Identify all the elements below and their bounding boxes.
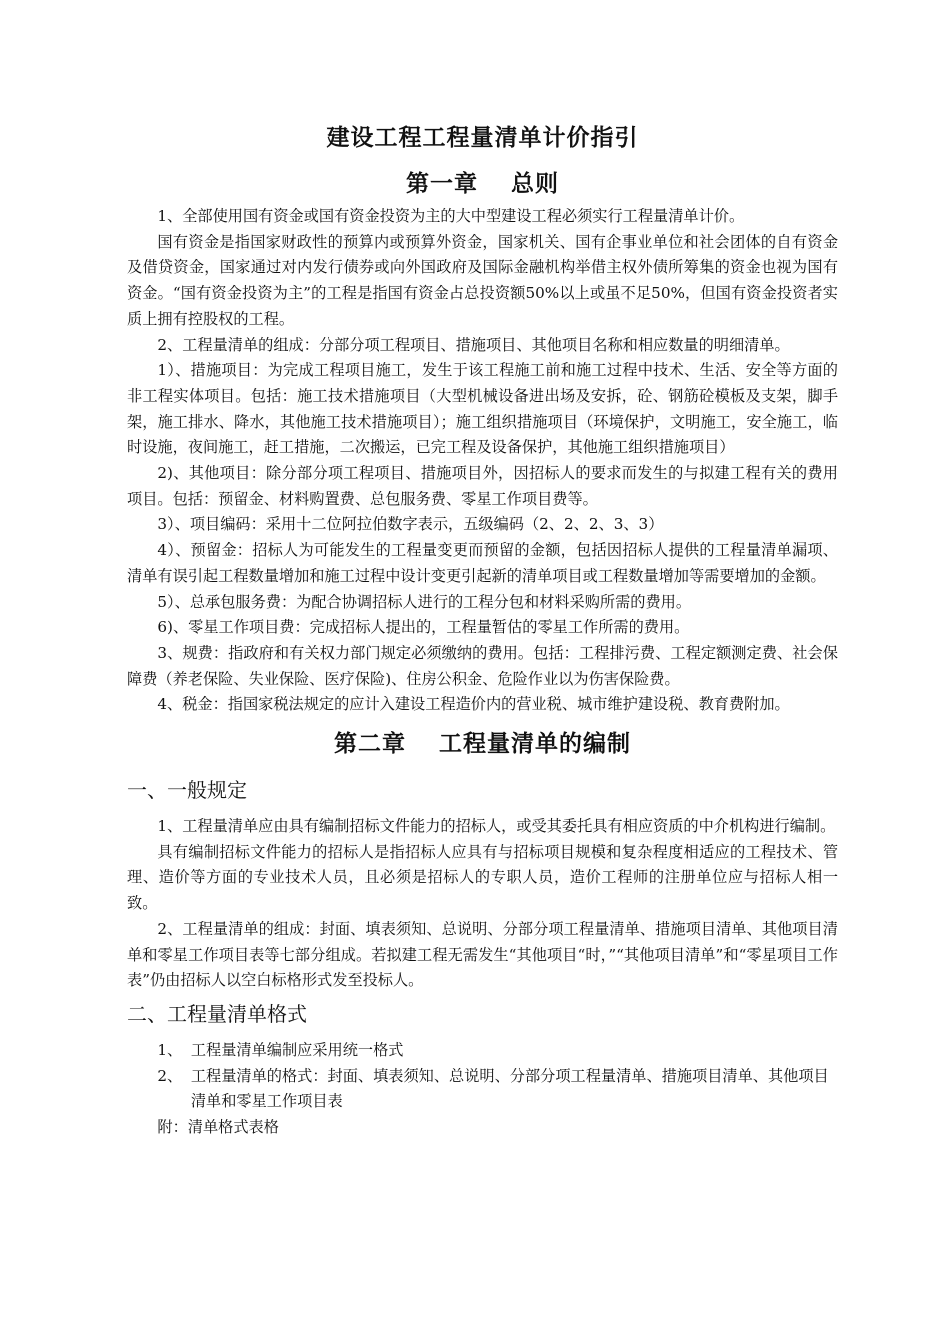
chapter-1-paragraph-2: 国有资金是指国家财政性的预算内或预算外资金，国家机关、国有企事业单位和社会团体的自有资金及借贷资金，国家通过对内发行债券或向外国政府及国际金融机构举借主权外债所筹集的资金也视为国有资金。“国有资金投资为主”的工程是指国有资金占总投资额50%以上或虽不足50%，但国有资金投资者实质上拥有控股权的工程。 (127, 232, 838, 328)
chapter-1-paragraph-8: 5）、总承包服务费：为配合协调招标人进行的工程分包和材料采购所需的费用。 (157, 592, 692, 611)
chapter-1-paragraph-6: 3）、项目编码：采用十二位阿拉伯数字表示，五级编码（2、2、2、3、3） (157, 515, 664, 534)
chapter-1-paragraph-4: 1）、措施项目：为完成工程项目施工，发生于该工程施工前和施工过程中技术、生活、安全等方面的非工程实体项目。包括：施工技术措施项目（大型机械设备进出场及安拆，砼、钢筋砼模板及支架，脚手架，施工排水、降水，其他施工技术措施项目）；施工组织措施项目（环境保护，文明施工，安全施工，临时设施，夜间施工，赶工措施，二次搬运，已完工程及设备保护，其他施工组织措施项目） (127, 361, 838, 457)
appendix-note: 附：清单格式表格 (157, 1118, 279, 1137)
chapter-1-paragraph-10: 3、规费：指政府和有关权力部门规定必须缴纳的费用。包括：工程排污费、工程定额测定费、社会保障费（养老保险、失业保险、医疗保险)、住房公积金、危险作业以为伤害保险费。 (127, 643, 838, 688)
chapter-2-heading: 第二章 工程量清单的编制 (333, 730, 631, 758)
section-1-heading: 一、一般规定 (127, 778, 247, 803)
list-item-text: 工程量清单编制应采用统一格式 (190, 1040, 404, 1059)
list-item-number: 2、 (157, 1066, 183, 1085)
list-item (127, 1038, 838, 1064)
section-1-paragraph-1: 1、工程量清单应由具有编制招标文件能力的招标人，或受其委托具有相应资质的中介机构进行编制。 (157, 817, 836, 836)
document-page (127, 122, 838, 1141)
chapter-1-paragraph-9: 6)、零星工作项目费：完成招标人提出的，工程量暂估的零星工作所需的费用。 (157, 618, 690, 637)
section-1-paragraph-3: 2、工程量清单的组成：封面、填表须知、总说明、分部分项工程量清单、措施项目清单、其他项目清单和零星工作项目表等七部分组成。若拟建工程无需发生“其他项目“时，”“其他项目清单”和“零星项目工作表”仍由招标人以空白标格形式发至投标人。 (127, 919, 838, 990)
chapter-1-paragraph-5: 2)、其他项目：除分部分项工程项目、措施项目外，因招标人的要求而发生的与拟建工程有关的费用项目。包括：预留金、材料购置费、总包服务费、零星工作项目费等。 (127, 464, 838, 508)
chapter-1-heading: 第一章 总则 (405, 170, 559, 197)
list-item-number: 1、 (157, 1040, 183, 1059)
section-1-paragraph-2: 具有编制招标文件能力的招标人是指招标人应具有与招标项目规模和复杂程度相适应的工程技术、管理、造价等方面的专业技术人员，且必须是招标人的专职人员，造价工程师的注册单位应与招标人相一致。 (127, 842, 838, 913)
chapter-1-paragraph-3: 2、工程量清单的组成：分部分项工程项目、措施项目、其他项目名称和相应数量的明细清单。 (157, 335, 790, 354)
document-title: 建设工程工程量清单计价指引 (326, 124, 639, 151)
list-item-text: 工程量清单的格式：封面、填表须知、总说明、分部分项工程量清单、措施项目清单、其他项目清单和零星工作项目表 (190, 1066, 829, 1111)
chapter-1-paragraph-1: 1、全部使用国有资金或国有资金投资为主的大中型建设工程必须实行工程量清单计价。 (157, 207, 745, 225)
chapter-1-paragraph-7: 4）、预留金：招标人为可能发生的工程量变更而预留的金额，包括因招标人提供的工程量清单漏项、清单有误引起工程数量增加和施工过程中设计变更引起新的清单项目或工程数量增加等需要增加的金额。 (127, 541, 838, 585)
section-2-heading: 二、工程量清单格式 (127, 1001, 307, 1026)
chapter-1-paragraph-11: 4、税金：指国家税法规定的应计入建设工程造价内的营业税、城市维护建设税、教育费附加。 (157, 695, 790, 714)
list-item (127, 1064, 838, 1115)
